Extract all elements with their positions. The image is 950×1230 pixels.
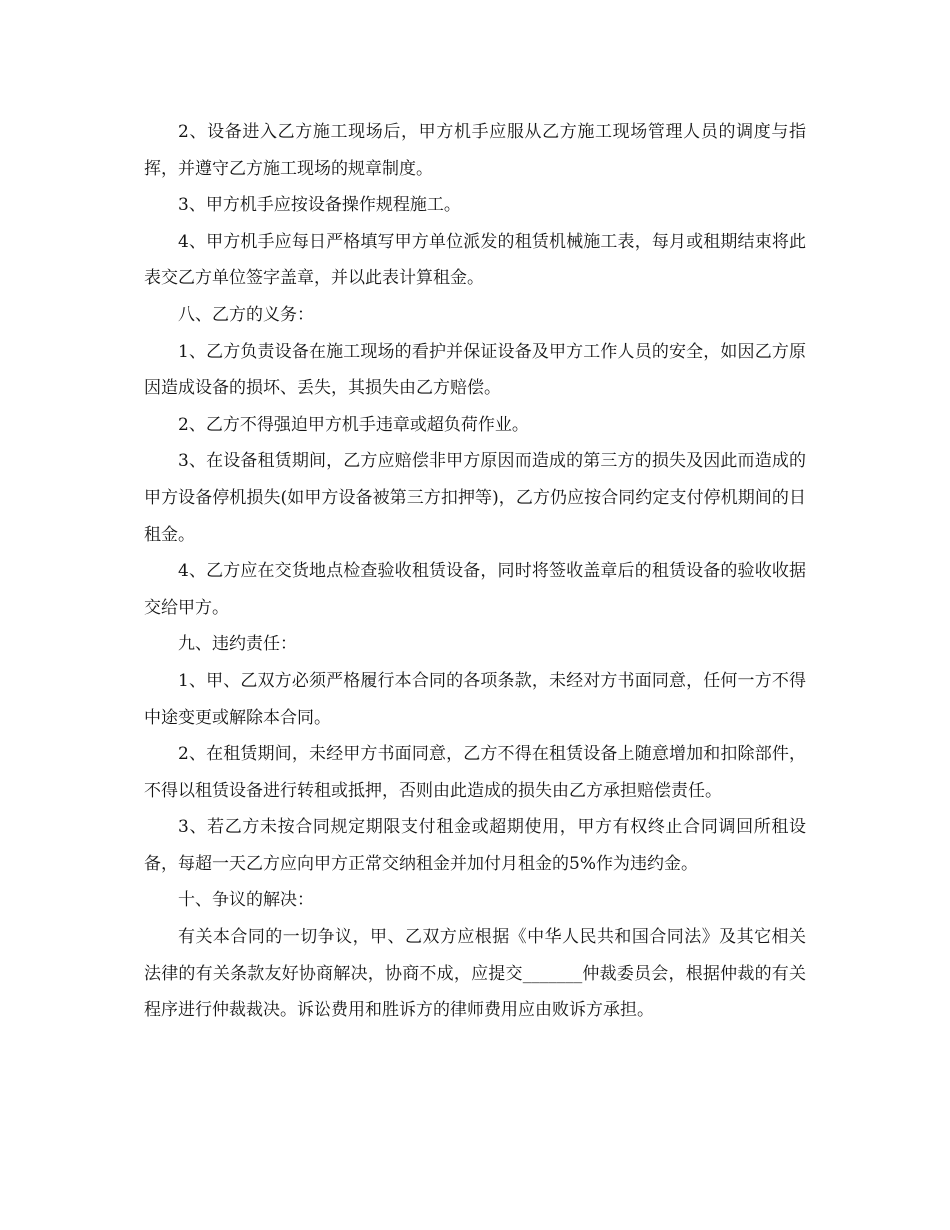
paragraph-clause-7-2: 2、设备进入乙方施工现场后，甲方机手应服从乙方施工现场管理人员的调度与指挥，并遵守乙方施工现场的规章制度。 — [144, 122, 806, 179]
section-heading-10: 十、争议的解决： — [178, 890, 314, 911]
paragraph-clause-9-1: 1、甲、乙双方必须严格履行本合同的各项条款，未经对方书面同意，任何一方不得中途变更或解除本合同。 — [144, 670, 806, 728]
paragraph-clause-9-2: 2、在租赁期间，未经甲方书面同意，乙方不得在租赁设备上随意增加和扣除部件，不得以租赁设备进行转租或抵押，否则由此造成的损失由乙方承担赔偿责任。 — [144, 744, 806, 801]
paragraph-clause-10: 有关本合同的一切争议，甲、乙双方应根据《中华人民共和国合同法》及其它相关法律的有关条款友好协商解决，协商不成，应提交_______仲裁委员会，根据仲裁的有关程序进行仲裁裁决。诉讼费用和胜诉方的律师费用应由败诉方承担。 — [144, 927, 806, 1021]
paragraph-clause-8-1: 1、乙方负责设备在施工现场的看护并保证设备及甲方工作人员的安全，如因乙方原因造成设备的损坏、丢失，其损失由乙方赔偿。 — [144, 341, 806, 399]
paragraph-clause-9-3: 3、若乙方未按合同规定期限支付租金或超期使用，甲方有权终止合同调回所租设备，每超一天乙方应向甲方正常交纳租金并加付月租金的5%作为违约金。 — [144, 817, 806, 874]
paragraph-clause-7-4: 4、甲方机手应每日严格填写甲方单位派发的租赁机械施工表，每月或租期结束将此表交乙方单位签字盖章，并以此表计算租金。 — [144, 231, 806, 289]
section-heading-8: 八、乙方的义务： — [178, 304, 314, 325]
section-heading-9: 九、违约责任： — [178, 634, 297, 655]
document-body — [144, 114, 806, 1029]
paragraph-clause-8-2: 2、乙方不得强迫甲方机手违章或超负荷作业。 — [178, 414, 529, 435]
paragraph-clause-8-4: 4、乙方应在交货地点检查验收租赁设备，同时将签收盖章后的租赁设备的验收收据交给甲方。 — [144, 561, 806, 618]
paragraph-clause-8-3: 3、在设备租赁期间，乙方应赔偿非甲方原因而造成的第三方的损失及因此而造成的甲方设备停机损失(如甲方设备被第三方扣押等)，乙方仍应按合同约定支付停机期间的日租金。 — [144, 451, 806, 545]
paragraph-clause-7-3: 3、甲方机手应按设备操作规程施工。 — [178, 195, 461, 216]
